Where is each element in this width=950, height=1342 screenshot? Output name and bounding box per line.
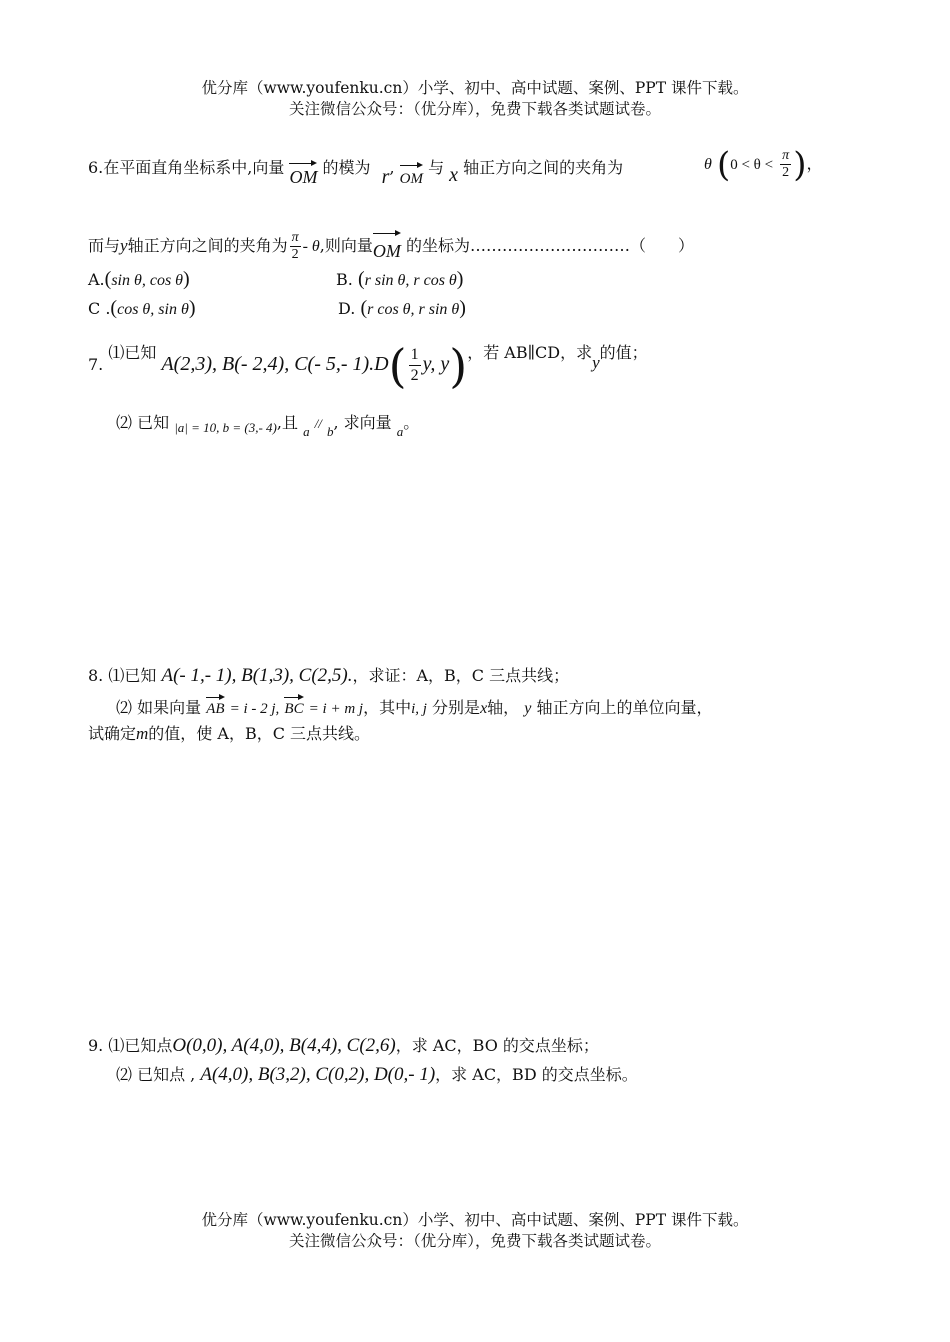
q6-cond-paren-right: ) [793, 144, 807, 185]
q9-p1-points: O(0,0), A(4,0), B(4,4), C(2,6) [172, 1035, 396, 1056]
q6-cond-mid: 0 < θ < [730, 157, 774, 173]
q8-number: 8. [88, 666, 104, 685]
q8-p2-y: y [524, 700, 532, 717]
q6-cond-theta: θ [704, 156, 712, 173]
q6-line2-frac [290, 230, 301, 263]
q7-p1-y-pair: y, y [422, 353, 450, 375]
q8-p3-m: m [136, 724, 149, 743]
q6-option-d: D. (r cos θ, r sin θ) [338, 297, 466, 319]
q6-option-b: B. (r sin θ, r cos θ) [336, 268, 464, 290]
q6-option-d-value: r cos θ, r sin θ [367, 301, 460, 318]
q6-comma: , [389, 158, 395, 177]
footer-line-1: 优分库（www.youfenku.cn）小学、初中、高中试题、案例、PPT 课件下载。 [201, 1211, 749, 1229]
q6-option-b-label: B. [336, 270, 353, 289]
q8-p3-text-2: 的值，使 A，B，C 三点共线。 [148, 724, 371, 743]
q9-p1-text: ，求 AC，BO 的交点坐标； [395, 1036, 599, 1055]
q7-p2-condition: |a| = 10, b = (3,- 4) [174, 420, 277, 435]
q6-option-c-value: cos θ, sin θ [117, 301, 189, 318]
q6-option-c: C .(cos θ, sin θ) [88, 297, 196, 319]
q6-text-with: 与 [428, 158, 445, 177]
q6-r: r [381, 166, 390, 188]
q6-prefix: 6.在平面直角坐标系中,向量 [88, 158, 285, 177]
q6-option-d-label: D. [338, 299, 356, 318]
q6-end-comma: ， [806, 154, 823, 173]
q8-p2-text-1: ，其中 [363, 698, 412, 717]
q8-p2-x: x [480, 700, 488, 717]
q7-p1-text: ，若 AB∥CD，求 [467, 343, 593, 362]
q6-line2-prefix: 而与 [88, 236, 121, 255]
q7-p2-end: 。 [403, 413, 420, 432]
q6-line-2 [88, 224, 694, 263]
q9-p1-label: ⑴已知点 [108, 1036, 173, 1055]
q6-option-a-label: A. [88, 270, 105, 289]
q7-p2-text-2: , 求向量 [333, 413, 392, 432]
q7-p2-a-answer: a [396, 424, 404, 439]
q8-p2-text-2: 分别是 [432, 698, 481, 717]
q6-vector-om-small: OM [400, 162, 423, 190]
q8-p2-ij: i, j [411, 701, 427, 717]
q8-p1-text: ，求证：A，B，C 三点共线； [352, 666, 570, 685]
q8-p1-points: A(- 1,- 1), B(1,3), C(2,5). [161, 665, 353, 686]
q6-option-a-value: sin θ, cos θ [111, 272, 184, 289]
q6-cond-two: 2 [782, 165, 790, 180]
q8-part-2 [116, 694, 713, 720]
q6-cond-frac [780, 148, 791, 181]
q7-part-2 [116, 412, 420, 439]
q7-p1-end: 的值； [599, 343, 648, 362]
q6-line2-text: 轴正方向之间的夹角为 [127, 236, 288, 255]
q6-x: x [449, 164, 459, 186]
q6-cond-paren-left: ( [716, 144, 731, 185]
q8-p3-text-1: 试确定 [88, 724, 137, 743]
q8-p2-vector-bc: BC [284, 694, 303, 720]
q7-p1-y: y [592, 353, 600, 372]
footer-line-2: 关注微信公众号：（优分库），免费下载各类试题试卷。 [288, 1232, 661, 1250]
q7-p1-one: 1 [409, 345, 421, 366]
q9-part-1 [88, 1035, 599, 1057]
q6-line2-pi: π [291, 230, 299, 245]
q6-line2-end: 的坐标为…………………………（ ） [405, 236, 694, 255]
q7-part-1: 7. ⑴已知 A(2,3), B(- 2,4), C(- 5,- 1).D( $\frac{1}{2}$ y, y)，若 AB∥CD，求y的值； [88, 338, 648, 393]
q7-p2-label: ⑵ 已知 [116, 413, 170, 432]
q7-p1-frac [409, 345, 421, 386]
q8-p2-text-3: 轴， [487, 698, 520, 717]
q9-p2-label: ⑵ 已知点 , [116, 1065, 196, 1084]
q6-line2-mid: ,则向量 [319, 236, 373, 255]
q9-part-2 [116, 1064, 638, 1086]
q7-p2-b: b [326, 424, 334, 439]
q7-p1-points: A(2,3), B(- 2,4), C(- 5,- 1).D [161, 353, 389, 375]
q6-cond-pi: π [782, 148, 790, 163]
q7-p2-parallel: // [314, 416, 322, 431]
q9-number: 9. [88, 1036, 104, 1055]
q6-minus-theta: - θ [302, 238, 320, 255]
q6-text-mod: 的模为 [322, 158, 371, 177]
q8-p2-label: ⑵ 如果向量 [116, 698, 202, 717]
q8-p2-expr-1: = i - 2 j, [229, 701, 280, 717]
header-line-1: 优分库（www.youfenku.cn）小学、初中、高中试题、案例、PPT 课件下载。 [201, 79, 749, 97]
q7-p2-text-1: ,且 [276, 413, 298, 432]
q6-text-angle: 轴正方向之间的夹角为 [463, 158, 624, 177]
q7-number: 7. [88, 355, 104, 374]
header-line-2: 关注微信公众号：（优分库），免费下载各类试题试卷。 [288, 100, 661, 118]
q7-p1-two: 2 [410, 367, 419, 384]
q6-option-c-label: C . [88, 299, 111, 318]
q7-p2-a: a [303, 424, 310, 439]
q6-option-a: A.(sin θ, cos θ) [88, 268, 190, 290]
q6-condition [704, 140, 822, 189]
q6-line-1 [88, 150, 624, 188]
q8-part-1 [88, 665, 569, 687]
q6-line2-two: 2 [291, 247, 299, 262]
q8-p2-vector-ab: AB [206, 694, 224, 720]
q6-vector-om: OM [289, 160, 317, 188]
q6-y: y [120, 236, 128, 255]
q9-p2-text: ，求 AC，BD 的交点坐标。 [435, 1065, 638, 1084]
q8-p2-text-4: 轴正方向上的单位向量， [536, 698, 713, 717]
q6-option-b-value: r sin θ, r cos θ [364, 272, 457, 289]
q8-part-2-continued [88, 723, 370, 745]
q8-p1-label: ⑴已知 [108, 666, 157, 685]
q6-line2-vector-om: OM [373, 230, 401, 266]
q9-p2-points: A(4,0), B(3,2), C(0,2), D(0,- 1) [200, 1064, 436, 1085]
q8-p2-expr-2: = i + m j [308, 701, 364, 717]
q7-p1-label: ⑴已知 [108, 343, 157, 362]
